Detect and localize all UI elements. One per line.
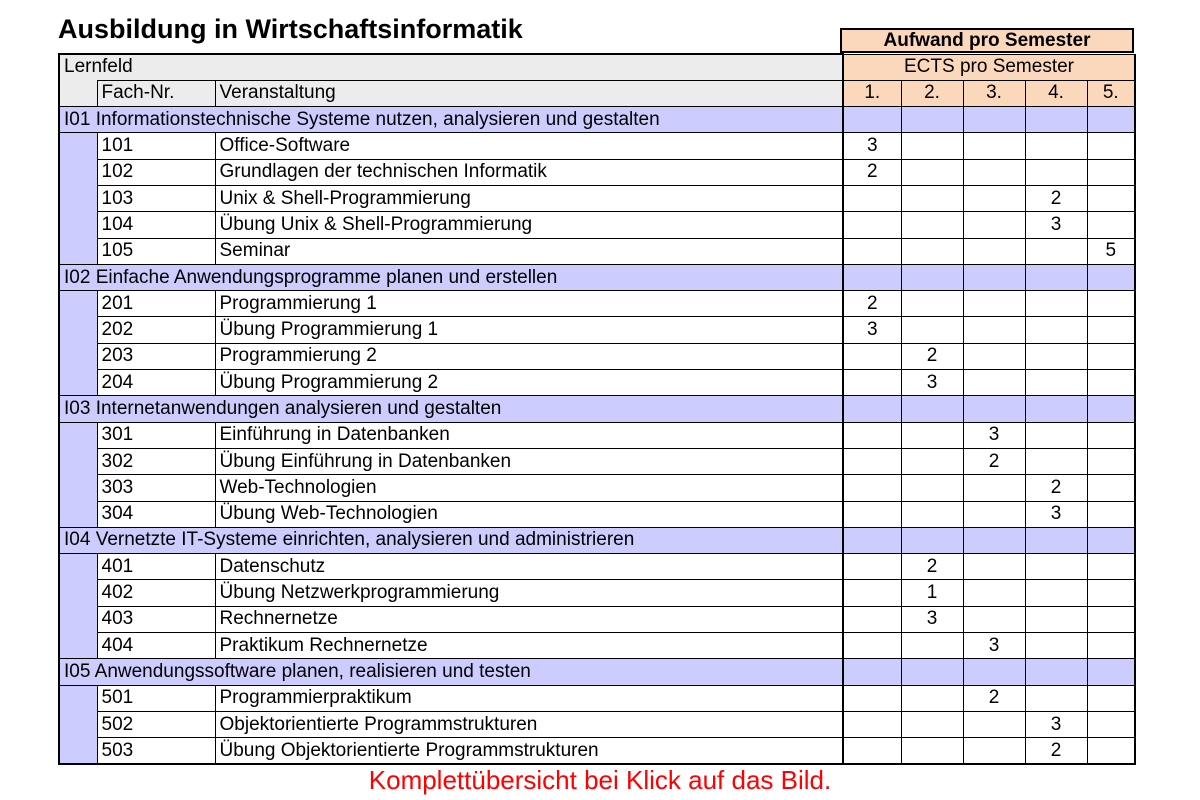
table-row [59,212,1135,238]
table-row [59,422,1135,448]
ects-cell [843,343,901,369]
ects-cell: 1 [901,580,963,606]
section-label: I01 Informationstechnische Systeme nutzen, analysieren und gestalten [59,107,843,133]
fach-nr-cell: 401 [97,554,215,580]
veranstaltung-cell: Übung Netzwerkprogrammierung [215,580,843,606]
veranstaltung-cell: Übung Unix & Shell-Programmierung [215,212,843,238]
ects-cell [1087,317,1135,343]
ects-cell: 2 [901,554,963,580]
table-row [59,185,1135,211]
ects-cell [901,422,963,448]
veranstaltung-cell: Übung Programmierung 2 [215,370,843,396]
ects-cell: 3 [963,422,1025,448]
ects-cell [963,133,1025,159]
fach-nr-cell: 402 [97,580,215,606]
ects-cell [843,212,901,238]
fach-nr-cell: 502 [97,711,215,737]
row-indent [59,475,97,501]
ects-cell [1025,527,1087,553]
ects-cell [843,501,901,527]
veranstaltung-cell: Rechnernetze [215,606,843,632]
ects-cell [1087,633,1135,659]
ects-cell [1087,738,1135,764]
ects-cell [1087,185,1135,211]
ects-cell [843,554,901,580]
semester-header: 2. [901,80,963,106]
ects-cell [963,159,1025,185]
ects-cell [1087,606,1135,632]
ects-cell [1025,685,1087,711]
row-indent [59,317,97,343]
row-indent [59,580,97,606]
ects-cell [1025,448,1087,474]
table-row [59,370,1135,396]
table-row [59,343,1135,369]
ects-cell [901,527,963,553]
ects-cell: 2 [1025,475,1087,501]
ects-cell: 5 [1087,238,1135,264]
ects-cell [1087,264,1135,290]
fach-nr-header: Fach-Nr. [97,80,215,106]
veranstaltung-cell: Objektorientierte Programmstrukturen [215,711,843,737]
ects-cell [901,264,963,290]
ects-cell [963,185,1025,211]
ects-cell [843,527,901,553]
row-indent [59,711,97,737]
ects-cell [901,711,963,737]
section-row [59,107,1135,133]
row-indent [59,685,97,711]
aufwand-header: Aufwand pro Semester [840,28,1134,53]
ects-cell [1025,396,1087,422]
overview-link[interactable]: Komplettübersicht bei Klick auf das Bild. [368,765,832,795]
ects-cell: 3 [843,133,901,159]
ects-cell [1025,606,1087,632]
fach-nr-cell: 403 [97,606,215,632]
ects-cell [1087,475,1135,501]
ects-cell [843,685,901,711]
ects-cell [901,317,963,343]
header-row-lernfeld [59,54,1135,80]
fach-nr-cell: 102 [97,159,215,185]
ects-cell [963,264,1025,290]
ects-cell [843,738,901,764]
veranstaltung-cell: Datenschutz [215,554,843,580]
ects-cell: 3 [901,370,963,396]
ects-cell [843,185,901,211]
table-row [59,738,1135,764]
ects-cell [1025,370,1087,396]
header-row-columns [59,80,1135,106]
ects-cell [1025,238,1087,264]
ects-cell [901,633,963,659]
section-row [59,396,1135,422]
ects-cell [901,659,963,685]
ects-cell: 3 [963,633,1025,659]
ects-cell [901,107,963,133]
table-row [59,475,1135,501]
ects-cell [963,343,1025,369]
ects-cell [843,580,901,606]
table-row [59,133,1135,159]
ects-cell [901,238,963,264]
ects-cell: 2 [901,343,963,369]
veranstaltung-cell: Programmierpraktikum [215,685,843,711]
ects-cell: 3 [1025,212,1087,238]
veranstaltung-cell: Praktikum Rechnernetze [215,633,843,659]
table-row [59,291,1135,317]
ects-cell [1025,659,1087,685]
fach-nr-cell: 103 [97,185,215,211]
ects-cell [1025,633,1087,659]
fach-nr-cell: 404 [97,633,215,659]
ects-cell [843,370,901,396]
veranstaltung-cell: Grundlagen der technischen Informatik [215,159,843,185]
veranstaltung-cell: Einführung in Datenbanken [215,422,843,448]
fach-nr-cell: 304 [97,501,215,527]
veranstaltung-cell: Übung Objektorientierte Programmstrukturen [215,738,843,764]
ects-cell [1087,107,1135,133]
semester-header: 3. [963,80,1025,106]
ects-cell [901,291,963,317]
ects-cell [843,448,901,474]
section-label: I04 Vernetzte IT-Systeme einrichten, analysieren und administrieren [59,527,843,553]
ects-cell: 2 [1025,738,1087,764]
ects-cell [843,107,901,133]
ects-cell [1087,659,1135,685]
table-row [59,317,1135,343]
ects-cell [843,396,901,422]
ects-cell [1087,685,1135,711]
ects-cell [1087,527,1135,553]
ects-cell [963,659,1025,685]
ects-cell: 3 [1025,501,1087,527]
semester-header: 4. [1025,80,1087,106]
semester-header: 5. [1087,80,1135,106]
ects-cell [1025,580,1087,606]
ects-cell [1087,133,1135,159]
ects-cell [901,738,963,764]
fach-nr-cell: 204 [97,370,215,396]
table-row [59,711,1135,737]
row-indent [59,501,97,527]
ects-cell [1087,448,1135,474]
fach-nr-cell: 202 [97,317,215,343]
ects-cell [843,264,901,290]
row-indent [59,422,97,448]
ects-cell [901,685,963,711]
ects-cell [1087,212,1135,238]
ects-cell [963,527,1025,553]
table-row [59,159,1135,185]
ects-cell [843,633,901,659]
header-indent [59,80,97,106]
ects-cell [1025,343,1087,369]
ects-cell [1025,264,1087,290]
ects-cell: 2 [843,159,901,185]
ects-cell [901,501,963,527]
ects-cell [963,317,1025,343]
veranstaltung-header: Veranstaltung [215,80,843,106]
row-indent [59,370,97,396]
ects-cell [963,107,1025,133]
ects-cell [963,475,1025,501]
ects-cell [1087,396,1135,422]
fach-nr-cell: 105 [97,238,215,264]
ects-cell [1087,343,1135,369]
ects-cell [901,185,963,211]
ects-cell [963,238,1025,264]
ects-cell [901,159,963,185]
row-indent [59,133,97,159]
ects-cell [963,711,1025,737]
ects-cell [1087,580,1135,606]
row-indent [59,159,97,185]
fach-nr-cell: 302 [97,448,215,474]
ects-cell: 3 [843,317,901,343]
section-row [59,264,1135,290]
ects-cell [843,606,901,632]
ects-cell: 2 [1025,185,1087,211]
table-row [59,685,1135,711]
veranstaltung-cell: Übung Web-Technologien [215,501,843,527]
ects-cell: 3 [1025,711,1087,737]
section-label: I05 Anwendungssoftware planen, realisieren und testen [59,659,843,685]
table-row [59,448,1135,474]
ects-cell [901,396,963,422]
row-indent [59,291,97,317]
ects-cell: 3 [901,606,963,632]
ects-cell [963,738,1025,764]
semester-header: 1. [843,80,901,106]
ects-cell [1087,370,1135,396]
veranstaltung-cell: Unix & Shell-Programmierung [215,185,843,211]
ects-cell [1025,422,1087,448]
ects-cell [963,291,1025,317]
table-row [59,606,1135,632]
row-indent [59,238,97,264]
fach-nr-cell: 503 [97,738,215,764]
row-indent [59,554,97,580]
ects-cell [1087,159,1135,185]
section-row [59,659,1135,685]
ects-cell [843,711,901,737]
ects-cell [843,659,901,685]
ects-cell [963,501,1025,527]
ects-cell [843,238,901,264]
row-indent [59,606,97,632]
ects-cell [1025,133,1087,159]
fach-nr-cell: 501 [97,685,215,711]
ects-cell [963,212,1025,238]
fach-nr-cell: 104 [97,212,215,238]
row-indent [59,212,97,238]
ects-cell [901,448,963,474]
row-indent [59,738,97,764]
table-row [59,554,1135,580]
ects-cell [901,212,963,238]
ects-cell: 2 [963,448,1025,474]
ects-cell [963,554,1025,580]
table-row [59,580,1135,606]
row-indent [59,448,97,474]
section-row [59,527,1135,553]
fach-nr-cell: 303 [97,475,215,501]
section-label: I03 Internetanwendungen analysieren und gestalten [59,396,843,422]
ects-cell [1087,711,1135,737]
ects-cell [1087,554,1135,580]
table-row [59,633,1135,659]
veranstaltung-cell: Office-Software [215,133,843,159]
row-indent [59,185,97,211]
fach-nr-cell: 101 [97,133,215,159]
ects-header: ECTS pro Semester [843,54,1135,80]
ects-cell [1087,501,1135,527]
fach-nr-cell: 301 [97,422,215,448]
fach-nr-cell: 203 [97,343,215,369]
ects-cell [1025,291,1087,317]
veranstaltung-cell: Übung Programmierung 1 [215,317,843,343]
veranstaltung-cell: Web-Technologien [215,475,843,501]
ects-cell [1087,291,1135,317]
ects-cell [901,133,963,159]
fach-nr-cell: 201 [97,291,215,317]
row-indent [59,633,97,659]
ects-cell [1087,422,1135,448]
table-row [59,501,1135,527]
page-title: Ausbildung in Wirtschaftsinformatik [58,14,523,44]
veranstaltung-cell: Seminar [215,238,843,264]
section-label: I02 Einfache Anwendungsprogramme planen und erstellen [59,264,843,290]
ects-cell [843,475,901,501]
course-table [58,53,1136,765]
ects-cell [963,580,1025,606]
table-row [59,238,1135,264]
ects-cell [1025,159,1087,185]
ects-cell [1025,107,1087,133]
ects-cell [1025,554,1087,580]
ects-cell [843,422,901,448]
veranstaltung-cell: Übung Einführung in Datenbanken [215,448,843,474]
lernfeld-header: Lernfeld [59,54,843,80]
ects-cell: 2 [843,291,901,317]
row-indent [59,343,97,369]
veranstaltung-cell: Programmierung 2 [215,343,843,369]
ects-cell [963,370,1025,396]
ects-cell: 2 [963,685,1025,711]
veranstaltung-cell: Programmierung 1 [215,291,843,317]
ects-cell [963,606,1025,632]
ects-cell [901,475,963,501]
ects-cell [963,396,1025,422]
ects-cell [1025,317,1087,343]
